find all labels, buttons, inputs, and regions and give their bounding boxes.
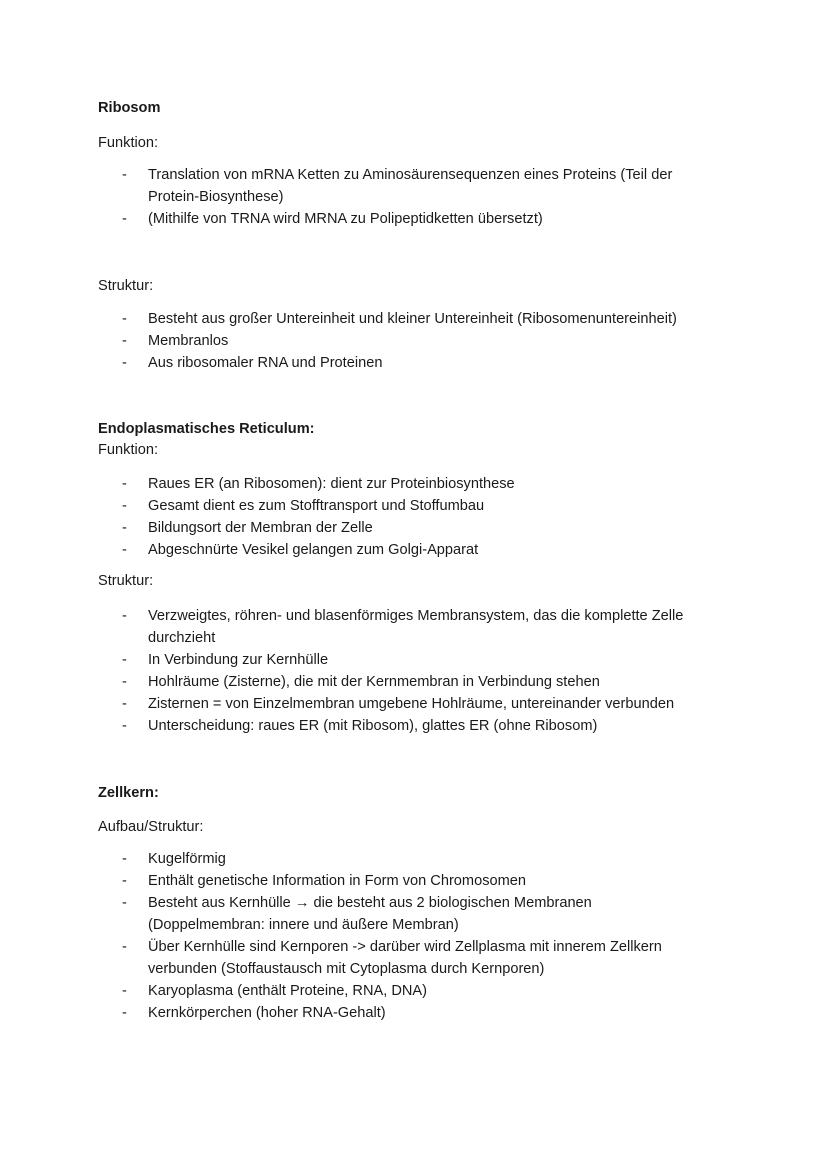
section-title-er: Endoplasmatisches Reticulum: <box>98 421 315 437</box>
list-item: - Enthält genetische Information in Form von Chromosomen <box>98 870 738 892</box>
section-title-zellkern: Zellkern: <box>98 785 159 801</box>
subheading-struktur: Struktur: <box>98 278 154 294</box>
list-item: - Besteht aus großer Untereinheit und kleiner Untereinheit (Ribosomenuntereinheit) <box>98 308 738 330</box>
list-item: - Aus ribosomaler RNA und Proteinen <box>98 352 738 374</box>
list-item: - Abgeschnürte Vesikel gelangen zum Golgi-Apparat <box>98 539 738 561</box>
list-item: - (Mithilfe von TRNA wird MRNA zu Polipeptidketten übersetzt) <box>98 208 738 230</box>
subheading-funktion: Funktion: <box>98 442 159 458</box>
list-item: - Translation von mRNA Ketten zu Aminosäurensequenzen eines Proteins (Teil der Protein-Biosynthese) <box>98 164 738 208</box>
arrow-right-icon: → <box>294 895 310 911</box>
list-item: - Hohlräume (Zisterne), die mit der Kernmembran in Verbindung stehen <box>98 671 738 693</box>
list-item: - Raues ER (an Ribosomen): dient zur Proteinbiosynthese <box>98 473 738 495</box>
list-item: - Bildungsort der Membran der Zelle <box>98 517 738 539</box>
subheading-struktur: Struktur: <box>98 573 154 589</box>
bullet-list <box>98 848 738 1024</box>
list-item: - Zisternen = von Einzelmembran umgebene Hohlräume, untereinander verbunden <box>98 693 738 715</box>
section-title-ribosom: Ribosom <box>98 100 161 116</box>
subheading-funktion: Funktion: <box>98 135 159 151</box>
list-item: - Unterscheidung: raues ER (mit Ribosom), glattes ER (ohne Ribosom) <box>98 715 738 737</box>
list-item: - Kugelförmig <box>98 848 738 870</box>
bullet-list <box>98 308 738 374</box>
bullet-list <box>98 473 738 561</box>
list-item: - Über Kernhülle sind Kernporen -> darüber wird Zellplasma mit innerem Zellkern verbunden (Stoffaustausch mit Cytoplasma durch Kernporen) <box>98 936 738 980</box>
list-item: - Gesamt dient es zum Stofftransport und Stoffumbau <box>98 495 738 517</box>
list-item: - Verzweigtes, röhren- und blasenförmiges Membransystem, das die komplette Zelle durchzieht <box>98 605 738 649</box>
subheading-aufbau-struktur: Aufbau/Struktur: <box>98 819 204 835</box>
list-item: - Besteht aus Kernhülle → die besteht aus 2 biologischen Membranen (Doppelmembran: innere und äußere Membran) <box>98 892 738 936</box>
list-item: - Kernkörperchen (hoher RNA-Gehalt) <box>98 1002 738 1024</box>
list-item: - In Verbindung zur Kernhülle <box>98 649 738 671</box>
list-item: - Membranlos <box>98 330 738 352</box>
bullet-list <box>98 605 738 737</box>
bullet-list <box>98 164 738 230</box>
list-item: - Karyoplasma (enthält Proteine, RNA, DNA) <box>98 980 738 1002</box>
